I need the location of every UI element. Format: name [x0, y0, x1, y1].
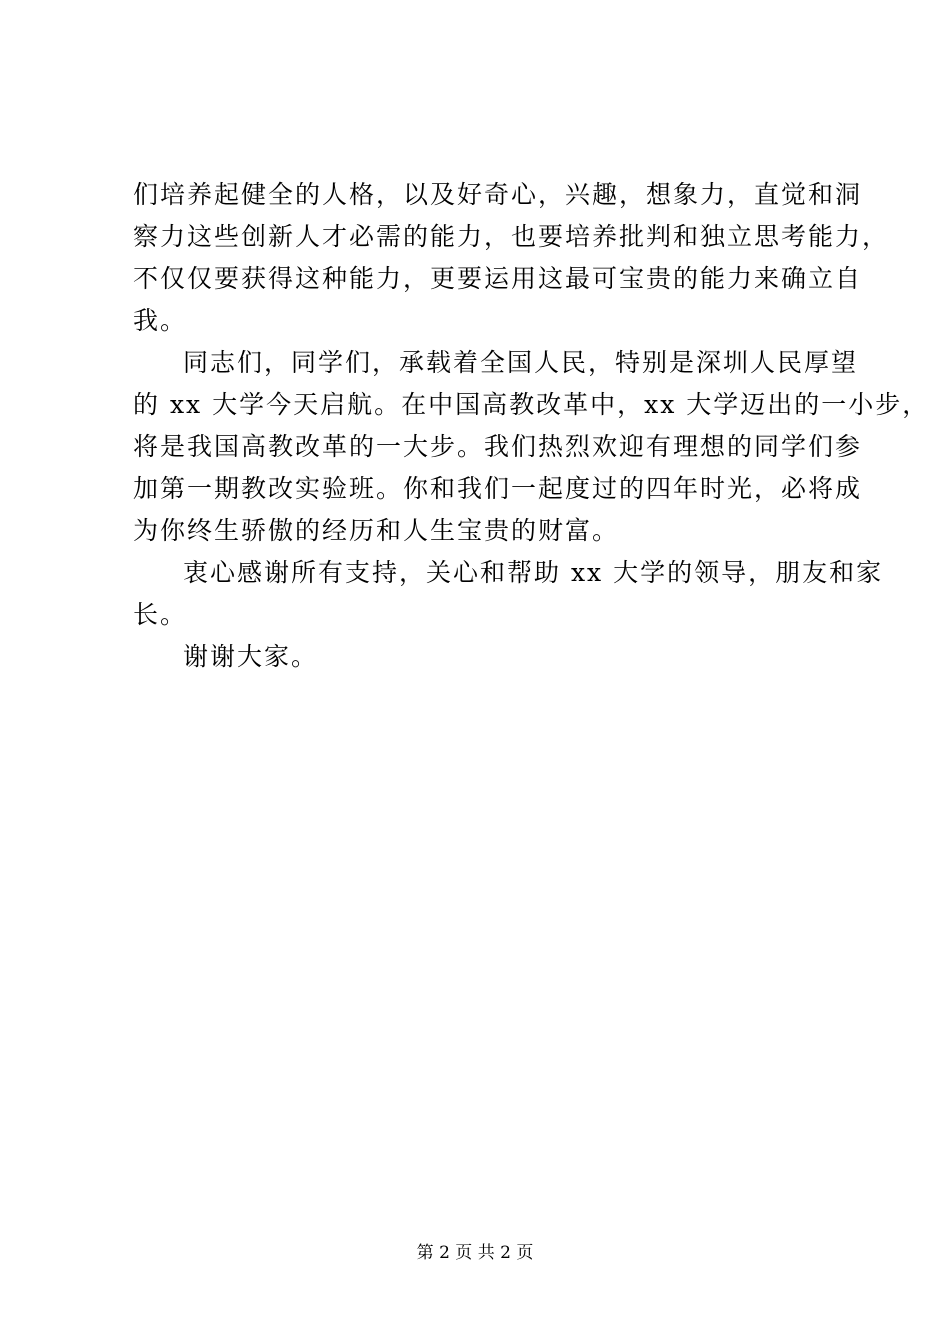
paragraph-1-line-2: 察力这些创新人才必需的能力，也要培养批判和独立思考能力，	[133, 222, 890, 251]
paragraph-1-line-4: 我。	[133, 306, 188, 335]
document-body	[133, 174, 930, 678]
page-number-footer: 第 2 页 共 2 页	[416, 1243, 534, 1263]
paragraph-2-line-3: 将是我国高教改革的一大步。我们热烈欢迎有理想的同学们参	[133, 432, 863, 461]
paragraph-1-line-1: 们培养起健全的人格，以及好奇心，兴趣，想象力，直觉和洞	[133, 180, 863, 209]
paragraph-1-line-3: 不仅仅要获得这种能力，更要运用这最可宝贵的能力来确立自	[133, 264, 863, 293]
paragraph-4-line-1: 谢谢大家。	[183, 642, 319, 671]
paragraph-2-line-4: 加第一期教改实验班。你和我们一起度过的四年时光，必将成	[133, 474, 863, 503]
paragraph-2-line-5: 为你终生骄傲的经历和人生宝贵的财富。	[133, 516, 620, 545]
paragraph-2-line-1: 同志们，同学们，承载着全国人民，特别是深圳人民厚望	[183, 348, 859, 377]
paragraph-2-line-2: 的 xx 大学今天启航。在中国高教改革中，xx 大学迈出的一小步，	[133, 390, 930, 419]
paragraph-3-line-1: 衷心感谢所有支持，关心和帮助 xx 大学的领导，朋友和家	[183, 558, 884, 587]
paragraph-3-line-2: 长。	[133, 600, 188, 629]
